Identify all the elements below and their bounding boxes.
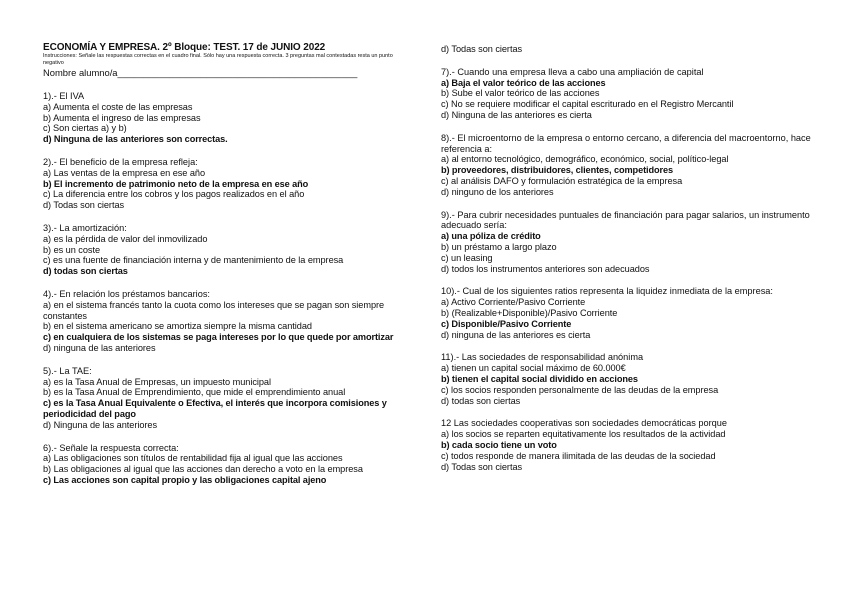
answer-option: a) Las ventas de la empresa en ese año [43, 167, 206, 178]
answer-option: a) Las obligaciones son títulos de rentabilidad fija al igual que las acciones [43, 453, 343, 464]
answer-option: c) al análisis DAFO y formulación estratégica de la empresa [441, 175, 683, 186]
answer-option: b) es un coste [43, 244, 101, 255]
correct-answer-option: b) tienen el capital social dividido en acciones [441, 373, 638, 384]
answer-option: a) al entorno tecnológico, demográfico, económico, social, político-legal [441, 154, 729, 165]
answer-option: a) los socios se reparten equitativamente los resultados de la actividad [441, 429, 726, 440]
exam-instructions: Instrucciones: Señale las respuestas correctas en el cuadro final. Sólo hay una respuesta correcta. 3 preguntas mal contestadas resta un punto negativo [43, 53, 393, 66]
answer-option: c) La diferencia entre los cobros y los pagos realizados en el año [43, 189, 305, 200]
question-block [441, 210, 826, 275]
answer-option: b) en el sistema americano se amortiza siempre la misma cantidad [43, 321, 312, 332]
carryover-option: d) Todas son ciertas [441, 44, 523, 54]
question-block [43, 223, 415, 277]
exam-title: ECONOMÍA Y EMPRESA. 2º Bloque: TEST. 17 de JUNIO 2022 [43, 42, 326, 53]
answer-option: d) ninguna de las anteriores es cierta [441, 329, 591, 340]
answer-option: d) todos los instrumentos anteriores son adecuados [441, 263, 650, 274]
question-title: 4).- En relación los préstamos bancarios: [43, 288, 210, 299]
answer-option: c) No se requiere modificar el capital escriturado en el Registro Mercantil [441, 99, 734, 110]
answer-option: d) ninguno de los anteriores [441, 186, 554, 197]
answer-option: a) es la pérdida de valor del inmovilizado [43, 233, 208, 244]
answer-option: b) es la Tasa Anual de Emprendimiento, que mide el emprendimiento anual [43, 387, 346, 398]
answer-option: d) Todas son ciertas [441, 461, 523, 472]
answer-option: b) Aumenta el ingreso de las empresas [43, 112, 201, 123]
question-block [43, 157, 415, 211]
answer-option: a) es la Tasa Anual de Empresas, un impuesto municipal [43, 376, 271, 387]
correct-answer-option: c) en cualquiera de los sistemas se paga intereses por lo que quede por amortizar [43, 332, 394, 343]
question-block [441, 67, 826, 121]
left-question-list [43, 91, 415, 486]
answer-option: d) Ninguna de las anteriores [43, 419, 158, 430]
question-title: 1).- El IVA [43, 91, 85, 101]
question-title: 3).- La amortización: [43, 222, 127, 233]
question-title: 11).- Las sociedades de responsabilidad anónima [441, 352, 644, 363]
answer-option: b) Las obligaciones al igual que las acciones dan derecho a voto en la empresa [43, 464, 363, 475]
question-block [43, 366, 415, 431]
student-name-line: Nombre alumno/a______________________________________________ [43, 67, 358, 78]
answer-option: c) es una fuente de financiación interna y de mantenimiento de la empresa [43, 255, 344, 266]
correct-answer-option: c) Disponible/Pasivo Corriente [441, 318, 572, 329]
question-block [43, 289, 415, 354]
question-block [441, 133, 826, 198]
left-column [43, 42, 415, 486]
answer-option: d) todas son ciertas [441, 395, 521, 406]
question-title: 10).- Cual de los siguientes ratios representa la liquidez inmediata de la empresa: [441, 286, 773, 297]
answer-option: d) Todas son ciertas [43, 200, 125, 211]
answer-option: a) Aumenta el coste de las empresas [43, 101, 193, 112]
correct-answer-option: c) es la Tasa Anual Equivalente o Efectiva, el interés que incorpora comisiones y periodicidad del pago [43, 398, 387, 419]
question-block [441, 286, 826, 340]
answer-option: b) un préstamo a largo plazo [441, 241, 557, 252]
correct-answer-option: d) Ninguna de las anteriores son correctas. [43, 134, 228, 145]
question-title: 2).- El beneficio de la empresa refleja: [43, 156, 198, 167]
answer-option: b) (Realizable+Disponible)/Pasivo Corriente [441, 307, 618, 318]
question-title: 7).- Cuando una empresa lleva a cabo una ampliación de capital [441, 66, 704, 77]
answer-option: c) los socios responden personalmente de las deudas de la empresa [441, 384, 719, 395]
answer-option: c) Son ciertas a) y b) [43, 123, 127, 134]
question-block [441, 352, 826, 406]
correct-answer-option: b) proveedores, distribuidores, clientes, competidores [441, 165, 674, 176]
question-title: 9).- Para cubrir necesidades puntuales de financiación para pagar salarios, un instrumento adecuado sería: [441, 209, 810, 231]
answer-option: d) ninguna de las anteriores [43, 342, 156, 353]
correct-answer-option: a) Baja el valor teórico de las acciones [441, 77, 606, 88]
answer-option: a) tienen un capital social máximo de 60.000€ [441, 363, 626, 374]
answer-option: d) Ninguna de las anteriores es cierta [441, 109, 592, 120]
question-title: 8).- El microentorno de la empresa o entorno cercano, a diferencia del macroentorno, hace referencia a: [441, 132, 811, 154]
question-title: 5).- La TAE: [43, 365, 92, 376]
correct-answer-option: a) una póliza de crédito [441, 231, 541, 242]
correct-answer-option: b) cada socio tiene un voto [441, 439, 557, 450]
answer-option: a) Activo Corriente/Pasivo Corriente [441, 297, 586, 308]
question-title: 6).- Señale la respuesta correcta: [43, 442, 179, 453]
correct-answer-option: d) todas son ciertas [43, 266, 128, 277]
right-question-list [441, 67, 826, 473]
question-block [43, 91, 415, 145]
answer-option: a) en el sistema francés tanto la cuota como los intereses que se pagan son siempre constantes [43, 299, 385, 321]
answer-option: b) Sube el valor teórico de las acciones [441, 88, 600, 99]
correct-answer-option: c) Las acciones son capital propio y las obligaciones capital ajeno [43, 474, 327, 485]
question-block [43, 443, 415, 486]
right-column [441, 44, 826, 472]
correct-answer-option: b) El incremento de patrimonio neto de la empresa en ese año [43, 178, 309, 189]
question-block [441, 418, 826, 472]
question-title: 12 Las sociedades cooperativas son sociedades democráticas porque [441, 418, 728, 429]
answer-option: c) todos responde de manera ilimitada de las deudas de la sociedad [441, 450, 716, 461]
answer-option: c) un leasing [441, 252, 493, 263]
